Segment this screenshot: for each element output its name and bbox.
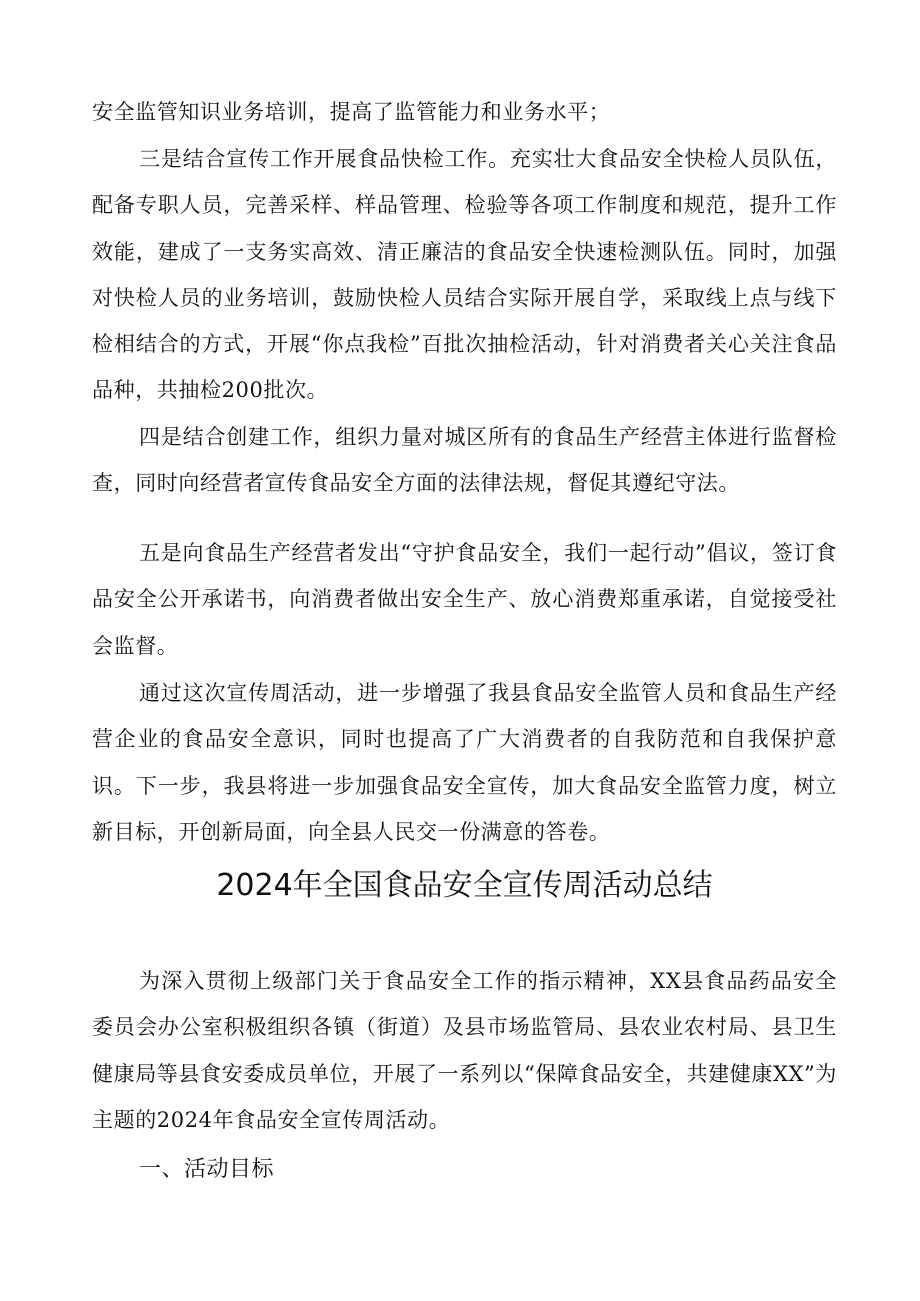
paragraph-point-three-rapid-testing: 三是结合宣传工作开展食品快检工作。充实壮大食品安全快检人员队伍，配备专职人员，完善采样、样品管理、检验等各项工作制度和规范，提升工作效能，建成了一支务实高效、清正廉洁的食品安全快速检测队伍。同时，加强对快检人员的业务培训，鼓励快检人员结合实际开展自学，采取线上点与线下检相结合的方式，开展“你点我检”百批次抽检活动，针对消费者关心关注食品品种，共抽检200批次。 xyxy=(92,147,837,403)
paragraph-point-four-inspection: 四是结合创建工作，组织力量对城区所有的食品生产经营主体进行监督检查，同时向经营者宣传食品安全方面的法律法规，督促其遵纪守法。 xyxy=(92,425,837,496)
paragraph-training-continuation: 安全监管知识业务培训，提高了监管能力和业务水平； xyxy=(92,100,611,124)
document-title: 2024年全国食品安全宣传周活动总结 xyxy=(216,868,713,903)
section-heading-goals: 一、活动目标 xyxy=(139,1157,275,1182)
paragraph-intro: 为深入贯彻上级部门关于食品安全工作的指示精神，XX县食品药品安全委员会办公室积极组织各镇（街道）及县市场监管局、县农业农村局、县卫生健康局等县食安委成员单位，开展了一系列以“保障食品安全，共建健康XX”为主题的2024年食品安全宣传周活动。 xyxy=(92,969,837,1132)
paragraph-point-five-initiative: 五是向食品生产经营者发出“守护食品安全，我们一起行动”倡议，签订食品安全公开承诺书，向消费者做出安全生产、放心消费郑重承诺，自觉接受社会监督。 xyxy=(92,541,837,658)
paragraph-conclusion: 通过这次宣传周活动，进一步增强了我县食品安全监管人员和食品生产经营企业的食品安全意识，同时也提高了广大消费者的自我防范和自我保护意识。下一步，我县将进一步加强食品安全宣传，加大食品安全监管力度，树立新目标，开创新局面，向全县人民交一份满意的答卷。 xyxy=(92,681,837,844)
